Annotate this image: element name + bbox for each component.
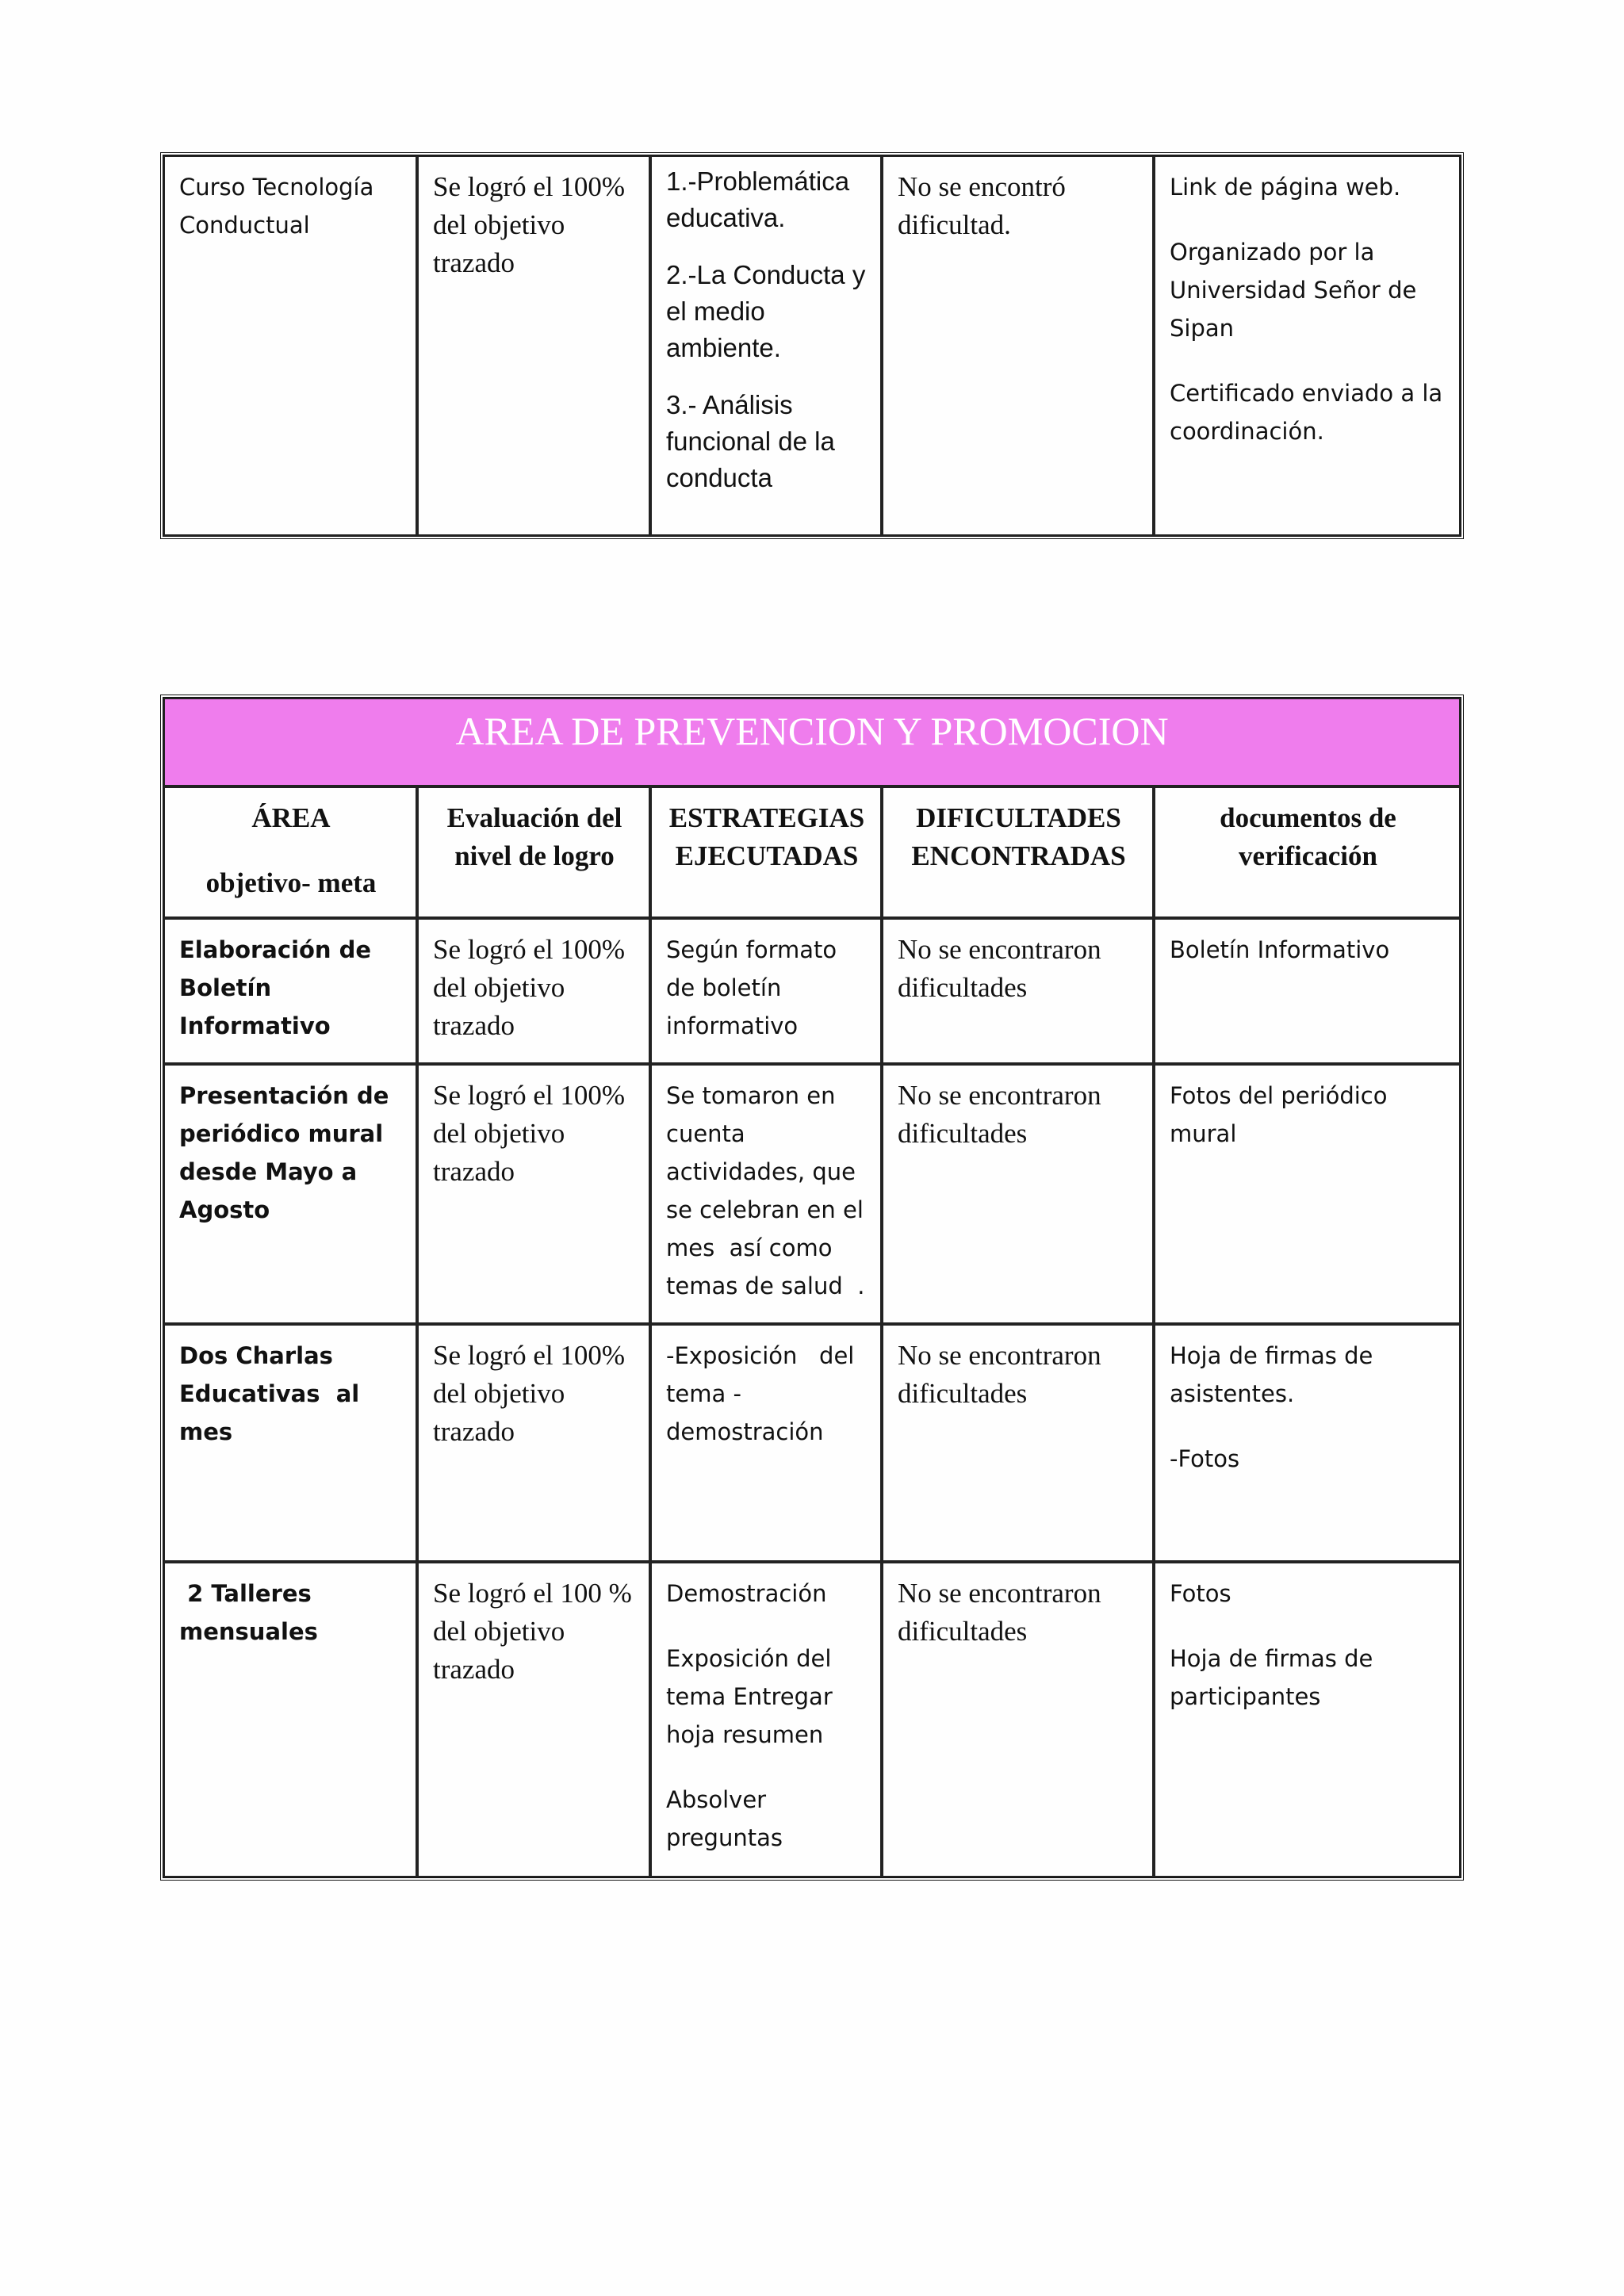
activity-table-continued bbox=[160, 152, 1464, 539]
document-item: Boletín Informativo bbox=[1170, 936, 1390, 963]
difficulties-cell: No se encontraron dificultades bbox=[882, 1562, 1154, 1877]
header-documents: documentos de verificación bbox=[1154, 786, 1461, 918]
header-strategies: ESTRATEGIAS EJECUTADAS bbox=[650, 786, 882, 918]
area-line: Curso Tecnología bbox=[179, 174, 374, 201]
strategy-item: 2.-La Conducta y el medio ambiente. bbox=[666, 260, 866, 362]
evaluation-cell: Se logró el 100% del objetivo trazado bbox=[417, 155, 650, 536]
document-item: Hoja de firmas de asistentes. bbox=[1170, 1342, 1373, 1407]
evaluation-cell: Se logró el 100 % del objetivo trazado bbox=[417, 1562, 650, 1877]
evaluation-cell: Se logró el 100% del objetivo trazado bbox=[417, 1324, 650, 1562]
table-row bbox=[163, 1324, 1461, 1562]
table-row bbox=[163, 918, 1461, 1064]
strategy-item: 3.- Análisis funcional de la conducta bbox=[666, 390, 835, 492]
header-difficulties: DIFICULTADES ENCONTRADAS bbox=[882, 786, 1154, 918]
documents-cell bbox=[1154, 1064, 1461, 1324]
strategy-item: -Exposición del tema - demostración bbox=[666, 1342, 862, 1445]
document-item: Certificado enviado a la coordinación. bbox=[1170, 380, 1443, 445]
table-row bbox=[163, 1562, 1461, 1877]
prevention-promotion-table bbox=[160, 695, 1464, 1881]
area-cell: Presentación de periódico mural desde Mayo a Agosto bbox=[163, 1064, 417, 1324]
documents-cell bbox=[1154, 155, 1461, 536]
table-row bbox=[163, 1064, 1461, 1324]
documents-cell bbox=[1154, 1562, 1461, 1877]
strategy-item: 1.-Problemática educativa. bbox=[666, 166, 850, 232]
strategies-cell bbox=[650, 1324, 882, 1562]
strategies-cell bbox=[650, 918, 882, 1064]
evaluation-cell: Se logró el 100% del objetivo trazado bbox=[417, 1064, 650, 1324]
area-cell bbox=[163, 155, 417, 536]
table-row bbox=[163, 155, 1461, 536]
document-item: Organizado por la Universidad Señor de Sipan bbox=[1170, 239, 1417, 342]
header-area-line1: ÁREA bbox=[251, 802, 331, 833]
document-item: Fotos bbox=[1170, 1580, 1231, 1607]
strategy-item: Se tomaron en cuenta actividades, que se celebran en el mes así como temas de salud . bbox=[666, 1082, 871, 1299]
document-item: Link de página web. bbox=[1170, 174, 1401, 201]
area-cell: Elaboración de Boletín Informativo bbox=[163, 918, 417, 1064]
difficulties-cell: No se encontraron dificultades bbox=[882, 1324, 1154, 1562]
area-line: Conductual bbox=[179, 212, 310, 239]
evaluation-cell: Se logró el 100% del objetivo trazado bbox=[417, 918, 650, 1064]
document-item: Hoja de firmas de participantes bbox=[1170, 1645, 1373, 1710]
document-item: -Fotos bbox=[1170, 1445, 1240, 1472]
header-row bbox=[163, 786, 1461, 918]
area-cell: 2 Talleres mensuales bbox=[163, 1562, 417, 1877]
header-area-line2: objetivo- meta bbox=[205, 867, 377, 898]
area-cell: Dos Charlas Educativas al mes bbox=[163, 1324, 417, 1562]
strategy-item: Absolver preguntas bbox=[666, 1786, 783, 1851]
difficulties-cell: No se encontraron dificultades bbox=[882, 1064, 1154, 1324]
documents-cell bbox=[1154, 1324, 1461, 1562]
header-area bbox=[163, 786, 417, 918]
strategy-item: Según formato de boletín informativo bbox=[666, 936, 837, 1039]
difficulties-cell: No se encontró dificultad. bbox=[882, 155, 1154, 536]
documents-cell bbox=[1154, 918, 1461, 1064]
strategy-item: Demostración bbox=[666, 1580, 827, 1607]
header-evaluation: Evaluación del nivel de logro bbox=[417, 786, 650, 918]
strategy-item: Exposición del tema Entregar hoja resumen bbox=[666, 1645, 833, 1748]
strategies-cell bbox=[650, 1562, 882, 1877]
section-banner: AREA DE PREVENCION Y PROMOCION bbox=[163, 698, 1461, 786]
strategies-cell bbox=[650, 1064, 882, 1324]
strategies-cell bbox=[650, 155, 882, 536]
difficulties-cell: No se encontraron dificultades bbox=[882, 918, 1154, 1064]
banner-row bbox=[163, 698, 1461, 786]
document-item: Fotos del periódico mural bbox=[1170, 1082, 1388, 1147]
